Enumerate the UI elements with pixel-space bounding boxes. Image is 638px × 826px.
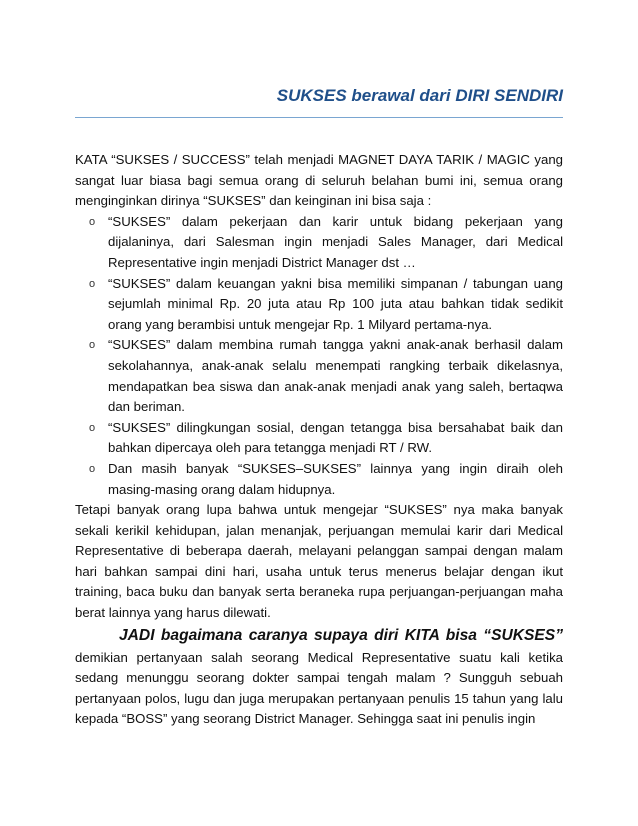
bullet-circle-icon: o bbox=[89, 215, 96, 228]
list-item bbox=[75, 212, 563, 274]
list-item-text: “SUKSES” dalam keuangan yakni bisa memiliki simpanan / tabungan uang sejumlah minimal Rp. 20 juta atau Rp 100 juta atau bahkan tidak sedikit orang yang berambisi untuk mengejar Rp. 1 Milyard pertama-nya. bbox=[108, 275, 563, 332]
bullet-circle-icon: o bbox=[89, 339, 96, 352]
bullet-list bbox=[75, 212, 563, 500]
document-title: SUKSES berawal dari DIRI SENDIRI bbox=[276, 86, 563, 105]
document-body bbox=[75, 150, 563, 730]
list-item-text: “SUKSES” dalam membina rumah tangga yakni anak-anak berhasil dalam sekolahannya, anak-anak selalu menempati rangking terbaik dikelasnya, mendapatkan bea siswa dan anak-anak menjadi anak yang saleh, bertaqwa dan beriman. bbox=[108, 337, 563, 415]
bullet-circle-icon: o bbox=[89, 421, 96, 434]
list-item-text: “SUKSES” dilingkungan sosial, dengan tetangga bisa bersahabat baik dan bahkan dipercaya oleh para tetangga menjadi RT / RW. bbox=[108, 419, 563, 456]
paragraph-question: demikian pertanyaan salah seorang Medical Representative suatu kali ketika sedang menunggu seorang dokter sampai tengah malam ? Sungguh sebuah pertanyaan polos, lugu dan juga merupakan pertanyaan penulis 15 tahun yang lalu kepada “BOSS” yang seorang District Manager. Sehingga saat ini penulis ingin bbox=[75, 649, 563, 727]
paragraph-struggle: Tetapi banyak orang lupa bahwa untuk mengejar “SUKSES” nya maka banyak sekali kerikil kehidupan, jalan menanjak, perjuangan memulai karir dari Medical Representative di beberapa daerah, melayani pelanggan sampai dengan malam hari bahkan sampai dini hari, usaha untuk terus menerus belajar dengan ikut training, baca buku dan banyak serta beraneka rupa perjuangan-perjuangan maha berat lainnya yang harus dilewati. bbox=[75, 502, 563, 621]
bullet-circle-icon: o bbox=[89, 277, 96, 290]
title-divider bbox=[75, 117, 563, 118]
list-item-text: Dan masih banyak “SUKSES–SUKSES” lainnya yang ingin diraih oleh masing-masing orang dalam hidupnya. bbox=[108, 460, 563, 497]
list-item bbox=[75, 335, 563, 417]
bullet-circle-icon: o bbox=[89, 462, 96, 475]
list-item-text: “SUKSES” dalam pekerjaan dan karir untuk bidang pekerjaan yang dijalaninya, dari Salesman ingin menjadi Sales Manager, dari Medical Representative ingin menjadi District Manager dst … bbox=[108, 213, 563, 270]
list-item bbox=[75, 459, 563, 500]
section-subheading: JADI bagaimana caranya supaya diri KITA bisa “SUKSES” bbox=[119, 626, 563, 644]
intro-paragraph: KATA “SUKSES / SUCCESS” telah menjadi MAGNET DAYA TARIK / MAGIC yang sangat luar biasa bagi semua orang di seluruh belahan bumi ini, semua orang menginginkan dirinya “SUKSES” dan keinginan ini bisa saja : bbox=[75, 152, 563, 209]
list-item bbox=[75, 274, 563, 336]
list-item bbox=[75, 418, 563, 459]
